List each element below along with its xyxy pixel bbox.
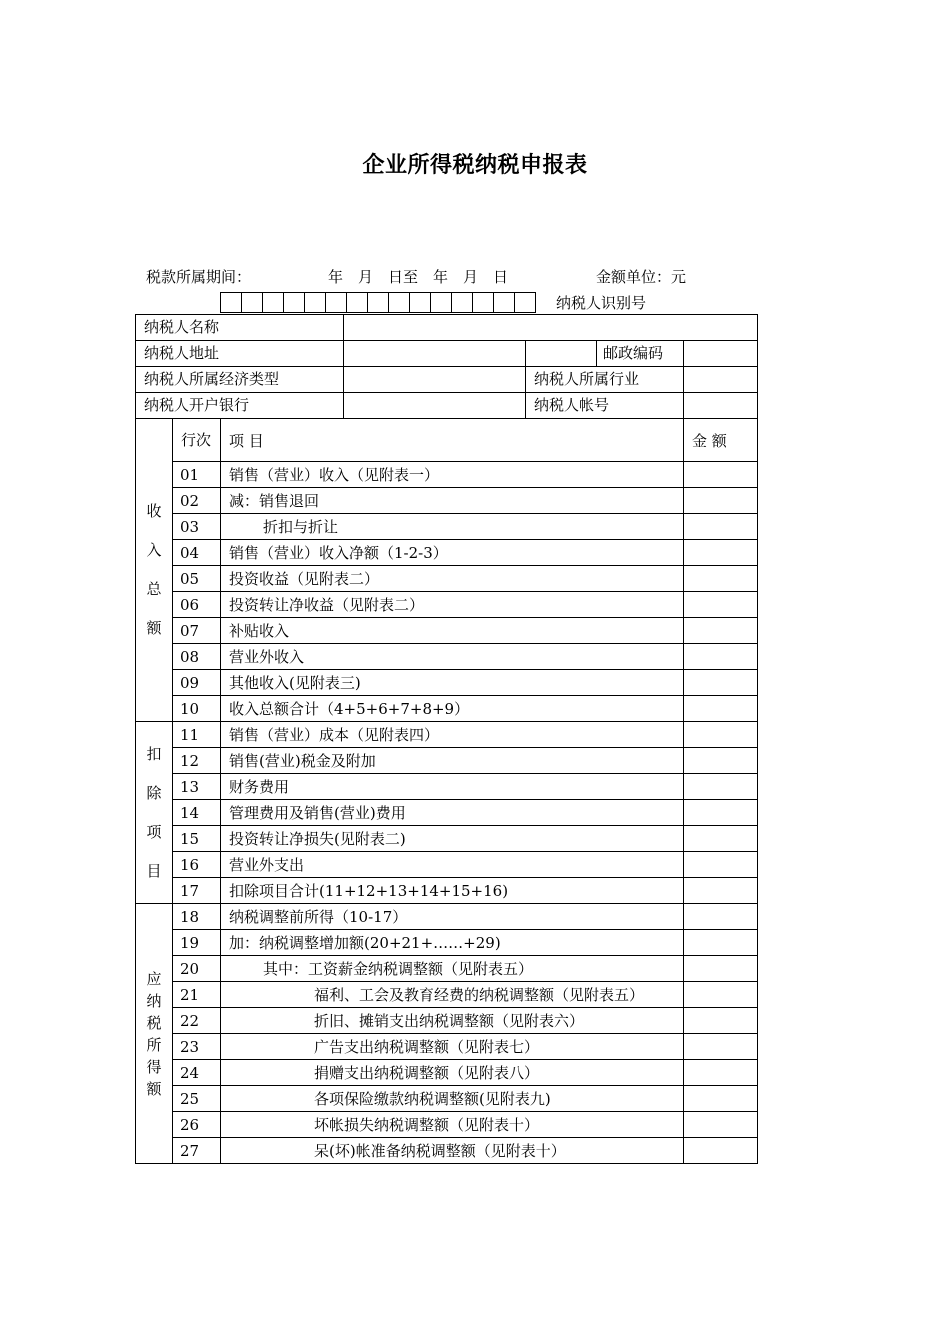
amount-cell[interactable] bbox=[684, 540, 758, 566]
industry-label: 纳税人所属行业 bbox=[526, 367, 684, 392]
address-label: 纳税人地址 bbox=[136, 341, 344, 366]
amount-cell[interactable] bbox=[684, 644, 758, 670]
row-number: 21 bbox=[173, 982, 221, 1008]
row-number: 14 bbox=[173, 800, 221, 826]
row-item: 投资转让净收益（见附表二） bbox=[221, 592, 684, 618]
id-digit-box[interactable] bbox=[347, 293, 368, 312]
row-item: 扣除项目合计(11+12+13+14+15+16) bbox=[221, 878, 684, 904]
row-item: 广告支出纳税调整额（见附表七） bbox=[221, 1034, 684, 1060]
row-item: 投资转让净损失(见附表二) bbox=[221, 826, 684, 852]
id-digit-box[interactable] bbox=[326, 293, 347, 312]
row-item: 销售（营业）收入净额（1-2-3） bbox=[221, 540, 684, 566]
address-value[interactable] bbox=[344, 341, 525, 366]
row-number: 10 bbox=[173, 696, 221, 722]
period-label: 税款所属期间： bbox=[146, 268, 252, 286]
amount-cell[interactable] bbox=[684, 592, 758, 618]
row-number: 22 bbox=[173, 1008, 221, 1034]
row-number: 23 bbox=[173, 1034, 221, 1060]
row-item: 营业外收入 bbox=[221, 644, 684, 670]
row-item: 财务费用 bbox=[221, 774, 684, 800]
id-digit-box[interactable] bbox=[494, 293, 515, 312]
section-deductions-label: 扣除项目 bbox=[146, 744, 162, 880]
id-digit-box[interactable] bbox=[431, 293, 452, 312]
row-item: 销售(营业)税金及附加 bbox=[221, 748, 684, 774]
amount-unit: 金额单位：元 bbox=[596, 268, 687, 286]
amount-cell[interactable] bbox=[684, 878, 758, 904]
row-item: 减：销售退回 bbox=[221, 488, 684, 514]
section-income bbox=[136, 419, 173, 722]
amount-cell[interactable] bbox=[684, 618, 758, 644]
row-number: 18 bbox=[173, 904, 221, 930]
row-item: 其中：工资薪金纳税调整额（见附表五） bbox=[221, 956, 684, 982]
row-item: 销售（营业）成本（见附表四） bbox=[221, 722, 684, 748]
econ-type-value[interactable] bbox=[344, 367, 525, 392]
row-item: 收入总额合计（4+5+6+7+8+9） bbox=[221, 696, 684, 722]
amount-cell[interactable] bbox=[684, 904, 758, 930]
row-number: 07 bbox=[173, 618, 221, 644]
id-digit-box[interactable] bbox=[452, 293, 473, 312]
row-number: 05 bbox=[173, 566, 221, 592]
taxpayer-id-label: 纳税人识别号 bbox=[556, 294, 647, 312]
postal-code-value[interactable] bbox=[684, 341, 758, 367]
econ-type-label: 纳税人所属经济类型 bbox=[136, 367, 344, 392]
row-item: 加：纳税调整增加额(20+21+……+29) bbox=[221, 930, 684, 956]
id-digit-box[interactable] bbox=[368, 293, 389, 312]
amount-cell[interactable] bbox=[684, 514, 758, 540]
row-number: 13 bbox=[173, 774, 221, 800]
amount-cell[interactable] bbox=[684, 462, 758, 488]
row-number: 16 bbox=[173, 852, 221, 878]
id-digit-box[interactable] bbox=[221, 293, 242, 312]
amount-cell[interactable] bbox=[684, 488, 758, 514]
id-digit-box[interactable] bbox=[284, 293, 305, 312]
row-item: 折旧、摊销支出纳税调整额（见附表六） bbox=[221, 1008, 684, 1034]
amount-cell[interactable] bbox=[684, 1112, 758, 1138]
period-dates: 年 月 日至 年 月 日 bbox=[328, 268, 509, 286]
row-number: 03 bbox=[173, 514, 221, 540]
name-value-cont[interactable] bbox=[526, 315, 758, 341]
row-item: 销售（营业）收入（见附表一） bbox=[221, 462, 684, 488]
account-label: 纳税人帐号 bbox=[526, 393, 684, 418]
row-number-header: 行次 bbox=[173, 419, 221, 462]
amount-cell[interactable] bbox=[684, 696, 758, 722]
amount-cell[interactable] bbox=[684, 1138, 758, 1164]
row-number: 06 bbox=[173, 592, 221, 618]
section-taxable-label: 应纳税所得额 bbox=[146, 969, 162, 1098]
row-number: 27 bbox=[173, 1138, 221, 1164]
row-number: 04 bbox=[173, 540, 221, 566]
amount-cell[interactable] bbox=[684, 956, 758, 982]
bank-label: 纳税人开户银行 bbox=[136, 393, 344, 418]
section-taxable bbox=[136, 904, 173, 1164]
amount-cell[interactable] bbox=[684, 852, 758, 878]
id-digit-box[interactable] bbox=[263, 293, 284, 312]
amount-cell[interactable] bbox=[684, 982, 758, 1008]
row-number: 20 bbox=[173, 956, 221, 982]
amount-cell[interactable] bbox=[684, 566, 758, 592]
bank-value[interactable] bbox=[344, 393, 525, 418]
address-value-cont[interactable] bbox=[526, 341, 596, 366]
row-number: 01 bbox=[173, 462, 221, 488]
section-deductions bbox=[136, 722, 173, 904]
row-item: 管理费用及销售(营业)费用 bbox=[221, 800, 684, 826]
row-item: 投资收益（见附表二） bbox=[221, 566, 684, 592]
amount-cell[interactable] bbox=[684, 722, 758, 748]
taxpayer-id-boxes[interactable] bbox=[220, 292, 536, 313]
amount-cell[interactable] bbox=[684, 930, 758, 956]
id-digit-box[interactable] bbox=[473, 293, 494, 312]
row-item: 其他收入(见附表三) bbox=[221, 670, 684, 696]
row-number: 02 bbox=[173, 488, 221, 514]
row-number: 12 bbox=[173, 748, 221, 774]
row-number: 24 bbox=[173, 1060, 221, 1086]
amount-cell[interactable] bbox=[684, 1034, 758, 1060]
amount-cell[interactable] bbox=[684, 826, 758, 852]
row-item: 折扣与折让 bbox=[221, 514, 684, 540]
id-digit-box[interactable] bbox=[305, 293, 326, 312]
account-value[interactable] bbox=[684, 393, 758, 419]
row-item: 纳税调整前所得（10-17） bbox=[221, 904, 684, 930]
row-number: 26 bbox=[173, 1112, 221, 1138]
id-digit-box[interactable] bbox=[389, 293, 410, 312]
postal-code-label: 邮政编码 bbox=[596, 341, 683, 366]
amount-cell[interactable] bbox=[684, 670, 758, 696]
row-item: 福利、工会及教育经费的纳税调整额（见附表五） bbox=[221, 982, 684, 1008]
row-item: 营业外支出 bbox=[221, 852, 684, 878]
section-income-label: 收入总额 bbox=[146, 502, 162, 637]
name-label: 纳税人名称 bbox=[136, 315, 344, 340]
id-digit-box[interactable] bbox=[410, 293, 431, 312]
row-item: 呆(坏)帐准备纳税调整额（见附表十） bbox=[221, 1138, 684, 1164]
row-item: 各项保险缴款纳税调整额(见附表九) bbox=[221, 1086, 684, 1112]
amount-cell[interactable] bbox=[684, 800, 758, 826]
id-digit-box[interactable] bbox=[242, 293, 263, 312]
tax-return-table bbox=[135, 314, 758, 1164]
item-header: 项 目 bbox=[221, 419, 684, 462]
industry-value[interactable] bbox=[684, 367, 758, 393]
row-number: 11 bbox=[173, 722, 221, 748]
row-item: 捐赠支出纳税调整额（见附表八） bbox=[221, 1060, 684, 1086]
row-number: 08 bbox=[173, 644, 221, 670]
row-number: 15 bbox=[173, 826, 221, 852]
amount-cell[interactable] bbox=[684, 1060, 758, 1086]
row-number: 17 bbox=[173, 878, 221, 904]
row-item: 补贴收入 bbox=[221, 618, 684, 644]
row-number: 19 bbox=[173, 930, 221, 956]
row-item: 坏帐损失纳税调整额（见附表十） bbox=[221, 1112, 684, 1138]
amount-cell[interactable] bbox=[684, 774, 758, 800]
amount-cell[interactable] bbox=[684, 748, 758, 774]
amount-header: 金 额 bbox=[684, 419, 758, 462]
id-digit-box[interactable] bbox=[515, 293, 536, 312]
period-line bbox=[146, 266, 706, 286]
row-number: 09 bbox=[173, 670, 221, 696]
form-title: 企业所得税纳税申报表 bbox=[362, 153, 588, 178]
amount-cell[interactable] bbox=[684, 1086, 758, 1112]
name-value[interactable] bbox=[344, 315, 526, 340]
row-number: 25 bbox=[173, 1086, 221, 1112]
amount-cell[interactable] bbox=[684, 1008, 758, 1034]
